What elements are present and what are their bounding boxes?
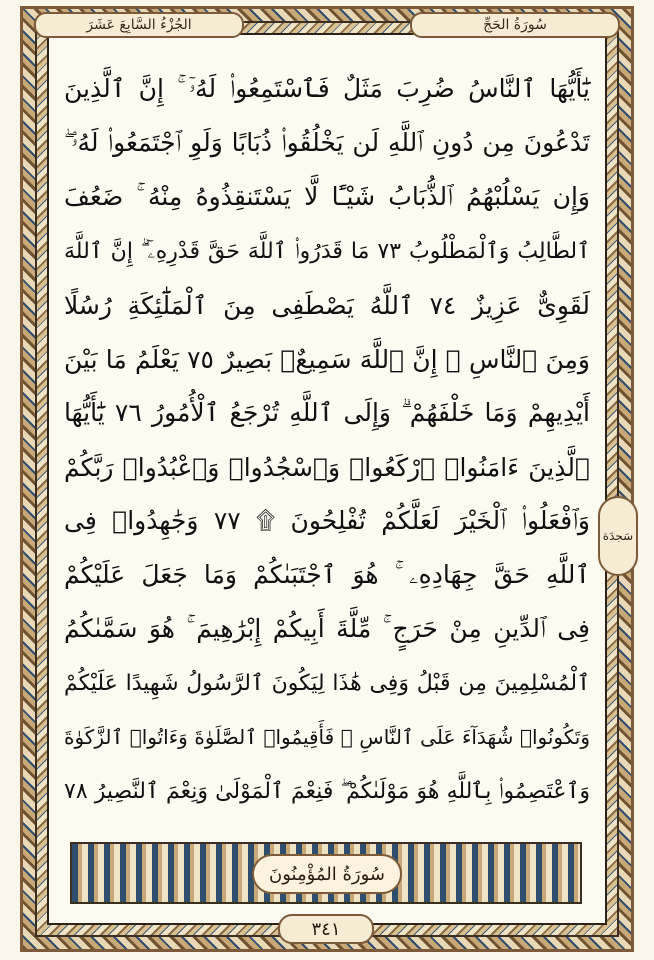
text-line: يَٰٓأَيُّهَا ٱلنَّاسُ ضُرِبَ مَثَلٌ فَٱسْتَمِعُوا۟ لَهُۥٓ ۚ إِنَّ ٱلَّذِينَ	[64, 74, 590, 103]
text-line: ٱلطَّالِبُ وَٱلْمَطْلُوبُ ٧٣ مَا قَدَرُوا۟ ٱللَّهَ حَقَّ قَدْرِهِۦٓ ۗ إِنَّ ٱللَّهَ	[64, 238, 590, 264]
juz-label: الجُزْءُ السَّابِعَ عَشَرَ	[34, 12, 244, 38]
next-surah-title: سُورَةُ المُؤْمِنُونَ	[252, 854, 402, 894]
text-line: أَيْدِيهِمْ وَمَا خَلْفَهُمْ ۗ وَإِلَى ٱللَّهِ تُرْجَعُ ٱلْأُمُورُ ٧٦ يَٰٓأَيُّهَا	[64, 398, 591, 427]
surah-header-label: سُورَةُ الحَجِّ	[410, 12, 620, 38]
text-line: وَمِنَ ٱلنَّاسِ ۚ إِنَّ ٱللَّهَ سَمِيعٌۢ بَصِيرٌ ٧٥ يَعْلَمُ مَا بَيْنَ	[64, 344, 590, 374]
sajdah-marker: سَجدَة	[598, 496, 638, 576]
text-line: ٱلْمُسْلِمِينَ مِن قَبْلُ وَفِى هَٰذَا لِيَكُونَ ٱلرَّسُولُ شَهِيدًا عَلَيْكُمْ	[64, 670, 590, 696]
text-line: لَقَوِىٌّ عَزِيزٌ ٧٤ ٱللَّهُ يَصْطَفِى مِنَ ٱلْمَلَٰٓئِكَةِ رُسُلًا	[64, 290, 591, 320]
text-line: وَٱعْتَصِمُوا۟ بِٱللَّهِ هُوَ مَوْلَىٰكُمْ ۖ فَنِعْمَ ٱلْمَوْلَىٰ وَنِعْمَ ٱلنَّصِيرُ ٧٨	[64, 778, 590, 804]
page-number: ٣٤١	[278, 914, 374, 944]
text-line: ٱللَّهِ حَقَّ جِهَادِهِۦ ۚ هُوَ ٱجْتَبَىٰكُمْ وَمَا جَعَلَ عَلَيْكُمْ	[64, 560, 590, 589]
text-line: وَإِن يَسْلُبْهُمُ ٱلذُّبَابُ شَيْـًٔا لَّا يَسْتَنقِذُوهُ مِنْهُ ۚ ضَعُفَ	[64, 182, 590, 211]
text-line: فِى ٱلدِّينِ مِنْ حَرَجٍ ۚ مِّلَّةَ أَبِيكُمْ إِبْرَٰهِيمَ ۚ هُوَ سَمَّىٰكُمُ	[64, 614, 590, 643]
text-line: ٱلَّذِينَ ءَامَنُوا۟ ٱرْكَعُوا۟ وَٱسْجُدُوا۟ وَٱعْبُدُوا۟ رَبَّكُمْ	[64, 452, 590, 482]
quran-text	[64, 60, 590, 820]
text-line: وَٱفْعَلُوا۟ ٱلْخَيْرَ لَعَلَّكُمْ تُفْلِحُونَ ۩ ٧٧ وَجَٰهِدُوا۟ فِى	[64, 506, 590, 535]
text-line: وَتَكُونُوا۟ شُهَدَآءَ عَلَى ٱلنَّاسِ ۚ فَأَقِيمُوا۟ ٱلصَّلَوٰةَ وَءَاتُوا۟ ٱلزَّكَوٰةَ	[64, 725, 590, 749]
text-line: تَدْعُونَ مِن دُونِ ٱللَّهِ لَن يَخْلُقُوا۟ ذُبَابًا وَلَوِ ٱجْتَمَعُوا۟ لَهُۥ ۖ	[64, 128, 590, 157]
surah-banner	[70, 842, 582, 904]
